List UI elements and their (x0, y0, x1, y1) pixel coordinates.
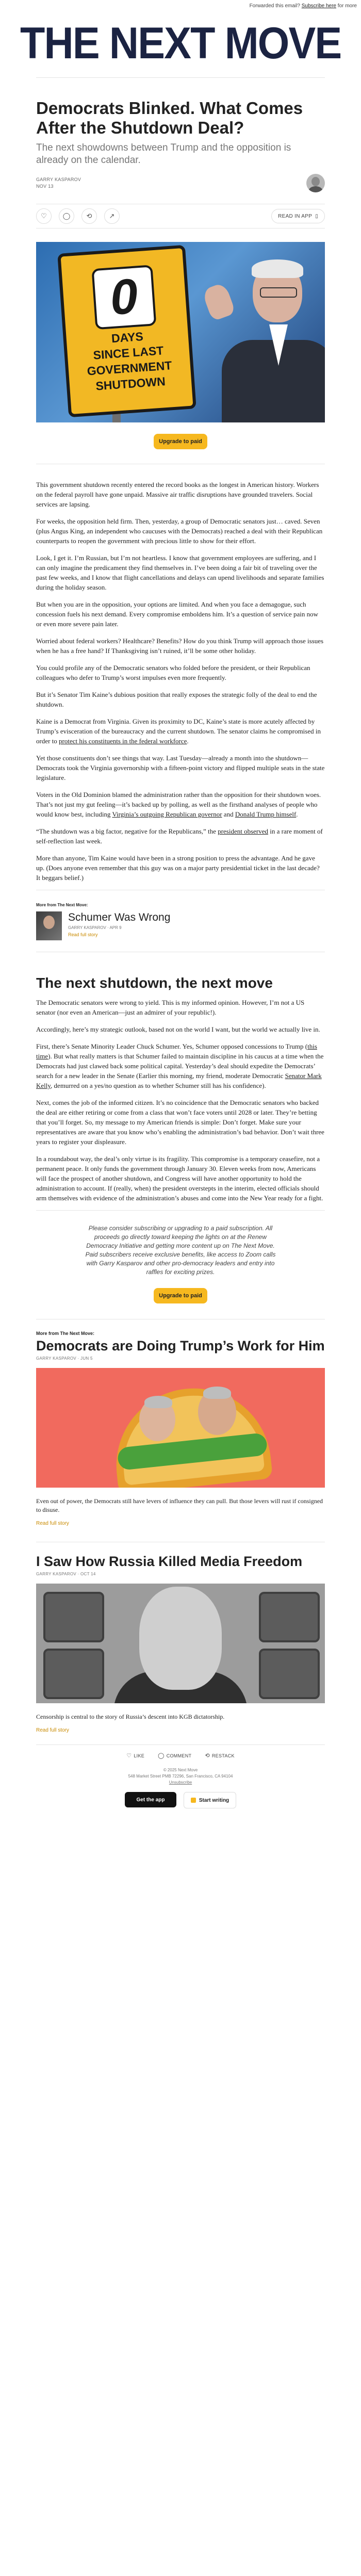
paragraph (36, 826, 325, 846)
paragraph (36, 1041, 325, 1090)
figure-face (139, 1398, 175, 1441)
text-run: and (222, 810, 235, 818)
upgrade-button-2[interactable]: Upgrade to paid (154, 1288, 207, 1303)
post-container (36, 99, 325, 1808)
text-run: in a rare moment of self-reflection last week. (36, 827, 323, 845)
feature-description: Censorship is central to the story of Russia’s descent into KGB dictatorship. (36, 1713, 225, 1720)
share-icon[interactable]: ↗ (104, 208, 120, 224)
like-label: LIKE (134, 1753, 145, 1758)
sign-text (66, 325, 192, 396)
paragraph (36, 716, 325, 746)
feature-card-2[interactable] (36, 1554, 325, 1733)
restack-button[interactable] (205, 1752, 234, 1759)
footer (36, 1744, 325, 1808)
divider (36, 1210, 325, 1211)
paragraph: But it’s Senator Tim Kaine’s dubious position that really exposes the strategic folly of the deal to end the shutdown. (36, 691, 317, 708)
forward-text: Forwarded this email? (249, 3, 300, 9)
feature-card-1[interactable] (36, 1331, 325, 1526)
read-full-story-link[interactable]: Read full story (36, 1521, 69, 1526)
more-card-text (68, 911, 170, 940)
forward-bar (0, 0, 361, 10)
feature-description: Even out of power, the Democrats still have levers of influence they can pull. But those levers will rust if consigned to disuse. (36, 1497, 323, 1513)
heart-icon[interactable]: ♡ (36, 208, 52, 224)
paragraph: The Democratic senators were wrong to yield. This is my informed opinion. However, I’m not a US senator (nor even an American—just an admirer of your republic!). (36, 999, 305, 1016)
action-icons (36, 208, 120, 224)
section-heading: The next shutdown, the next move (36, 975, 273, 991)
paragraph: More than anyone, Tim Kaine would have been in a strong position to press the advantage. And he gave up. (Does anyone even remember that this guy was on a major party presidential ticket in the last decade? It beggars belief.) (36, 854, 320, 882)
sign-line: SHUTDOWN (95, 374, 166, 393)
app-icon: ▯ (315, 213, 318, 219)
paragraph: Look, I get it. I’m Russian, but I’m not heartless. I know that government employees are suffering, and I can only imagine the predicament they find themselves in. I’ve been doing a fair bit of traveling over the past few weeks, and I know that flight cancellations and delays can upend livelihoods and separate families during the holiday season. (36, 554, 324, 591)
footer-fine-print (36, 1767, 325, 1786)
post-title[interactable]: Democrats Blinked. What Comes After the Shutdown Deal? (36, 99, 303, 137)
like-button[interactable] (126, 1752, 144, 1759)
subscribe-callout: Please consider subscribing or upgrading to a paid subscription. All proceeds go directly toward keeping the lights on at the Renew Democracy Initiative and getting more content up on The Next Move. Paid subscribers receive exclusive benefits, like access to Zoom calls with Garry Kasparov and other pro-democracy leaders and entry into raffles for exciting prizes. (85, 1225, 276, 1276)
comment-button[interactable] (158, 1752, 191, 1759)
more-label: More from The Next Move: (36, 903, 88, 907)
inline-link[interactable]: Senator Mark Kelly (36, 1072, 322, 1089)
comment-icon[interactable]: ◯ (59, 208, 74, 224)
subscribe-link[interactable]: Subscribe here (301, 3, 336, 9)
text-run: ). But what really matters is that Schumer failed to maintain discipline in his caucus at a time when the Democrats had just clawed back some political capital. Yesterday’s deal should expedite the Democrats’ search for a new leader in the Senate (Earlier this morning, my friend, moderate Democratic (36, 1052, 324, 1080)
restack-label: RESTACK (211, 1753, 235, 1758)
paragraph (36, 790, 325, 819)
footer-apps (36, 1792, 325, 1808)
divider (36, 77, 325, 78)
tv-screen (259, 1592, 320, 1642)
masthead[interactable] (0, 14, 361, 72)
inline-link[interactable]: protect his constituents in the federal workforce (59, 737, 187, 745)
feature-image[interactable] (36, 1584, 325, 1703)
author-name[interactable]: GARRY KASPAROV (36, 177, 81, 182)
article-body (36, 480, 325, 883)
post-subtitle: The next showdowns between Trump and the opposition is already on the calendar. (36, 142, 291, 166)
text-run: Kaine is a Democrat from Virginia. Given its proximity to DC, Kaine’s state is more acutely affected by Trump’s evisceration of the bureaucracy and the current shutdown. The senator claims he compromised in order to (36, 718, 321, 745)
restack-icon[interactable]: ⟲ (81, 208, 97, 224)
footer-actions (36, 1752, 325, 1759)
shutdown-sign (57, 245, 196, 418)
more-from-card[interactable] (36, 903, 325, 940)
paragraph: In a roundabout way, the deal’s only virtue is its fragility. This compromise is a temporary ceasefire, not a permanent peace. It only funds the government through January 30. Eleven weeks from now, Americans will face the prospect of another shutdown, and Congress will have another opportunity to hold the administration to account. If (really, when) the president overstepts in the interim, elected officials should arm themselves with evidence of the administration’s abuses and come into the New Year ready for a fight. (36, 1155, 323, 1202)
avatar[interactable] (306, 174, 325, 192)
paragraph: This government shutdown recently entered the record books as the longest in American history. Workers on the federal payroll have gone unpaid. Massive air traffic disruptions have grounded travelers. Social services are lapsing. (36, 481, 319, 508)
byline (36, 174, 325, 192)
text-run: . (296, 810, 298, 818)
tv-screen (43, 1592, 104, 1642)
post-date: NOV 13 (36, 184, 54, 189)
person-body (222, 340, 325, 422)
copyright: © 2025 Next Move (163, 1768, 198, 1772)
figure-face (139, 1587, 222, 1690)
paragraph: Yet those constituents don’t see things that way. Last Tuesday—already a month into the shutdown—Democrats took the Virginia governorship with a fifteen-point victory and flipped multiple seats in the state legislature. (36, 754, 325, 781)
inline-link[interactable]: Donald Trump himself (235, 810, 297, 818)
address: 548 Market Street PMB 72296, San Francisco, CA 94104 (128, 1774, 233, 1779)
text-run: “The shutdown was a big factor, negative for the Republicans,” the (36, 827, 218, 835)
sign-line: DAYS (111, 329, 144, 346)
paragraph: For weeks, the opposition held firm. Then, yesterday, a group of Democratic senators just… caved. Seven (plus Angus King, an independent who caucuses with the Democrats) reached a deal with their Republican counterparts to reopen the government with precious little to show for their effort. (36, 517, 323, 545)
tv-screen (43, 1649, 104, 1699)
upgrade-button[interactable]: Upgrade to paid (154, 434, 207, 449)
person-glasses (260, 287, 297, 298)
start-writing-button[interactable] (184, 1792, 236, 1808)
person-figure (222, 263, 325, 422)
paragraph: Worried about federal workers? Healthcare? Benefits? How do you think Trump will approach those issues when he has a free hand? If Thanksgiving isn’t ruined, it’ll be some other holiday. (36, 637, 324, 655)
paragraph: Next, comes the job of the informed citizen. It’s no coincidence that the Democratic senators who backed the deal are either retiring or come from a class that won’t face voters until 2028 or later. They’re betting that you’ll forget. So, my message to my American friends is simple: Don’t forget. Make sure your representatives are aware that you know who’s enabling the administration’s bad behavior. Don’t wait three years to register your displeasure. (36, 1099, 324, 1146)
paragraph: But when you are in the opposition, your options are limited. And when you face a demagogue, such concession fuels his next demand. Every compromise emboldens him. It’s a question of service pain now or even more severe pain later. (36, 600, 318, 628)
sign-line: SINCE LAST (92, 344, 165, 362)
read-in-app-button[interactable] (271, 209, 325, 223)
feature-title[interactable]: Democrats are Doing Trump’s Work for Him (36, 1338, 325, 1354)
text-run: Voters in the Old Dominion blamed the administration rather than the opposition for their shutdown woes. That’s not just my gut feeling—it’s backed up by polling, as well as the firsthand analyses of people who would know best, including (36, 791, 321, 818)
paragraph: Accordingly, here’s my strategic outlook, based not on the world I want, but the world we actually live in. (36, 1025, 320, 1033)
paragraph: You could profile any of the Democratic senators who folded before the president, or their Republican colleagues who defer to Trump’s worst impulses even more frequently. (36, 664, 310, 681)
action-bar (36, 204, 325, 229)
more-meta: GARRY KASPAROV · APR 9 (68, 925, 122, 930)
inline-link[interactable]: this time (36, 1042, 317, 1060)
heart-icon: ♡ (126, 1752, 132, 1759)
text-run: . (187, 737, 189, 745)
comment-icon: ◯ (158, 1752, 165, 1759)
hero-image[interactable] (36, 242, 325, 422)
more-thumbnail[interactable] (36, 911, 62, 940)
restack-icon: ⟲ (205, 1752, 210, 1759)
unsubscribe-link[interactable]: Unsubscribe (169, 1780, 192, 1785)
inline-link[interactable]: president observed (218, 827, 269, 835)
person-hair (252, 259, 303, 278)
masthead-logo[interactable]: THE NEXT MOVE (20, 19, 341, 68)
feature-title[interactable]: I Saw How Russia Killed Media Freedom (36, 1554, 303, 1569)
read-in-app-label: READ IN APP (278, 213, 313, 219)
more-card-row (36, 911, 325, 940)
more-title[interactable]: Schumer Was Wrong (68, 911, 171, 923)
text-run: , demurred on a yes/no question as to whether Schumer still has his confidence). (51, 1082, 266, 1089)
sign-line: GOVERNMENT (86, 358, 173, 378)
figure-face (198, 1389, 236, 1435)
feature-meta: GARRY KASPAROV · JUN 5 (36, 1356, 93, 1361)
get-app-button[interactable]: Get the app (125, 1792, 176, 1807)
byline-meta (36, 176, 81, 190)
feature-meta: GARRY KASPAROV · OCT 14 (36, 1572, 96, 1576)
start-writing-label: Start writing (199, 1797, 229, 1803)
text-run: First, there’s Senate Minority Leader Chuck Schumer. Yes, Schumer opposed concessions to Trump ( (36, 1042, 308, 1050)
tv-screen (259, 1649, 320, 1699)
read-full-story-link[interactable]: Read full story (36, 1727, 69, 1733)
sign-counter: 0 (91, 265, 156, 330)
substack-icon (191, 1798, 196, 1803)
inline-link[interactable]: Virginia’s outgoing Republican governor (112, 810, 222, 818)
article-body-2 (36, 998, 325, 1203)
forward-suffix: for more (337, 3, 357, 9)
feature-image[interactable] (36, 1368, 325, 1488)
feature-label: More from The Next Move: (36, 1331, 95, 1336)
comment-label: COMMENT (166, 1753, 192, 1758)
read-full-story-link[interactable]: Read full story (68, 932, 98, 937)
